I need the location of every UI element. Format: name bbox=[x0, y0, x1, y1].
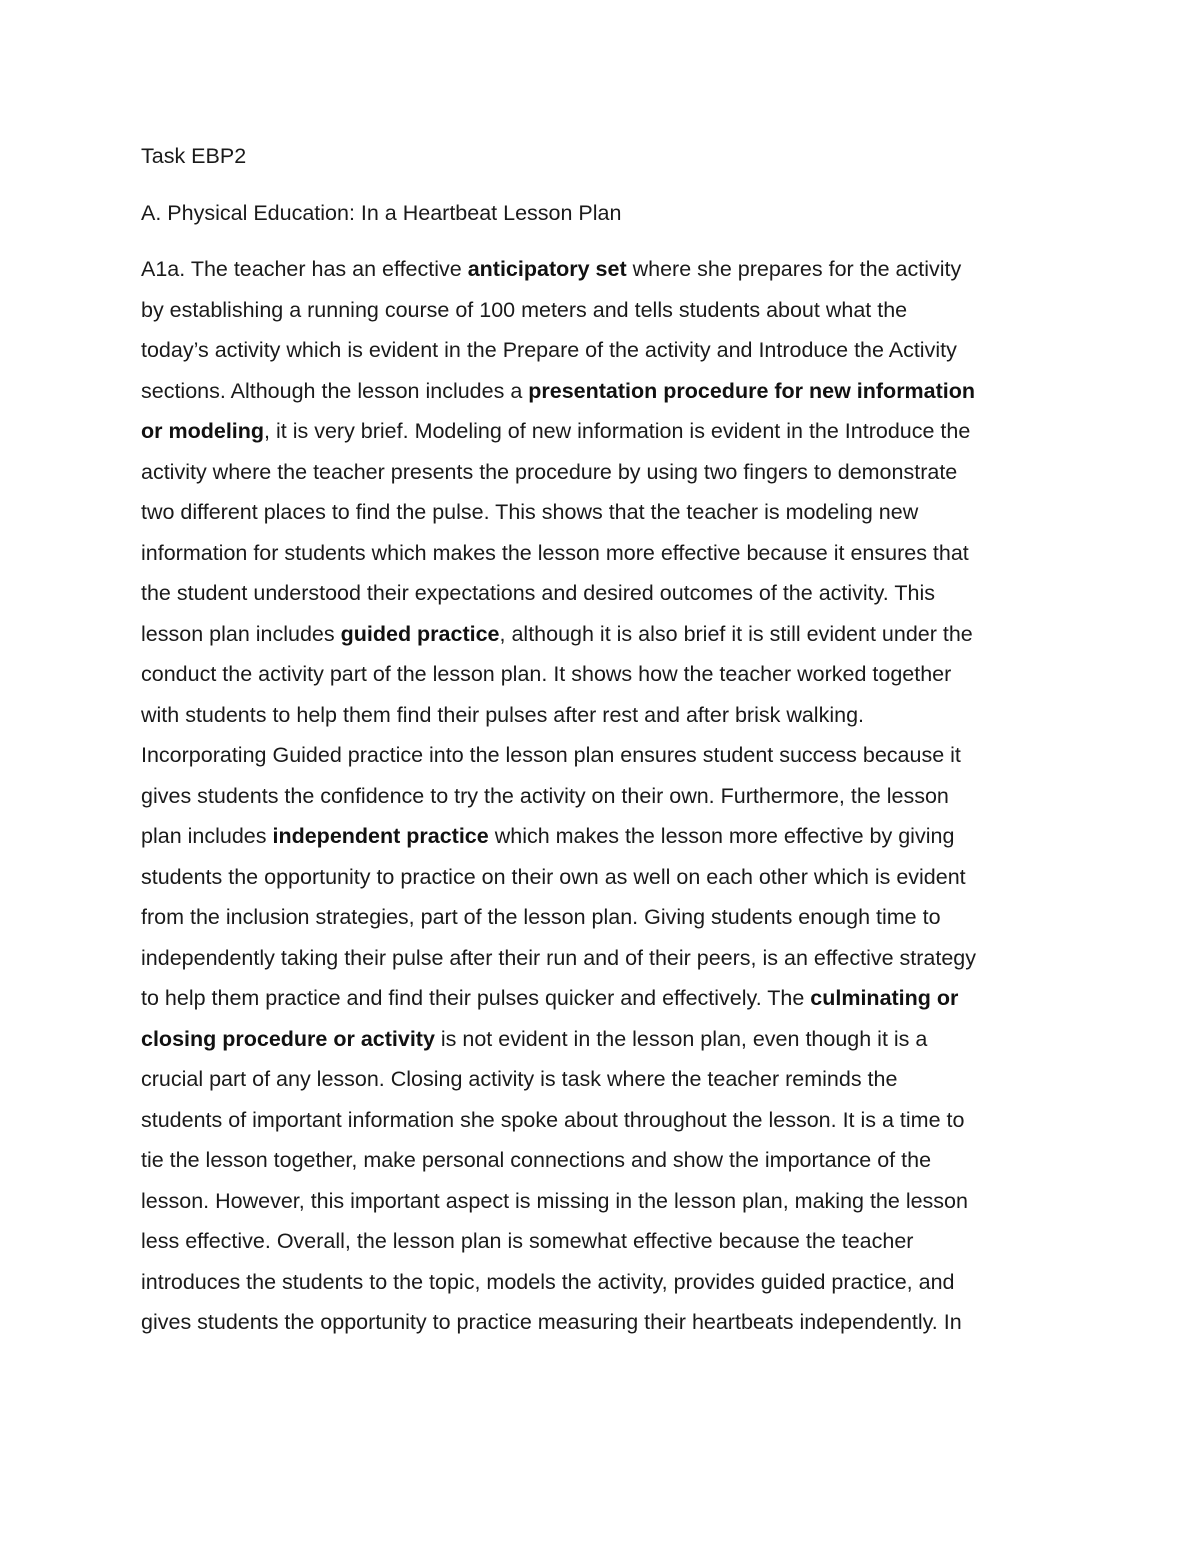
paragraph-line bbox=[141, 897, 1061, 938]
text-run: tie the lesson together, make personal connections and show the importance of the bbox=[141, 1148, 932, 1172]
text-run: information for students which makes the lesson more effective because it ensures that bbox=[141, 540, 969, 565]
paragraph-line bbox=[141, 776, 1061, 817]
text-run: to help them practice and find their pulses quicker and effectively. The bbox=[141, 986, 811, 1010]
paragraph-line bbox=[141, 1302, 1061, 1343]
text-run: activity where the teacher presents the procedure by using two fingers to demonstrate bbox=[141, 459, 958, 484]
text-run: students of important information she spoke about throughout the lesson. It is a time to bbox=[141, 1107, 965, 1132]
document-heading: Task EBP2 bbox=[141, 144, 247, 168]
text-run: conduct the activity part of the lesson plan. It shows how the teacher worked together bbox=[141, 662, 952, 686]
paragraph-line bbox=[141, 735, 1061, 776]
text-run: plan includes bbox=[141, 824, 273, 848]
text-run: from the inclusion strategies, part of the lesson plan. Giving students enough time to bbox=[141, 905, 941, 929]
paragraph-a1a bbox=[141, 249, 1061, 1343]
paragraph-line bbox=[141, 1059, 1061, 1100]
section-title: A. Physical Education: In a Heartbeat Lesson Plan bbox=[141, 200, 622, 225]
text-run: with students to help them find their pulses after rest and after brisk walking. bbox=[141, 702, 865, 727]
paragraph-line bbox=[141, 1019, 1061, 1060]
paragraph-line bbox=[141, 290, 1061, 331]
paragraph-line bbox=[141, 1100, 1061, 1141]
text-run: is not evident in the lesson plan, even though it is a bbox=[434, 1026, 928, 1051]
text-run: A1a. The teacher has an effective bbox=[141, 257, 468, 281]
bold-term: closing procedure or activity bbox=[141, 1026, 435, 1051]
paragraph-line bbox=[141, 411, 1061, 452]
paragraph-line bbox=[141, 695, 1061, 736]
text-run: crucial part of any lesson. Closing activity is task where the teacher reminds the bbox=[141, 1067, 898, 1091]
bold-term: presentation procedure for new information bbox=[528, 378, 976, 403]
paragraph-line bbox=[141, 452, 1061, 493]
paragraph-line bbox=[141, 533, 1061, 574]
paragraph-line bbox=[141, 371, 1061, 412]
bold-term: guided practice bbox=[340, 621, 500, 646]
bold-term: anticipatory set bbox=[467, 257, 627, 281]
bold-term: culminating or bbox=[810, 986, 959, 1010]
text-run: gives students the opportunity to practice measuring their heartbeats independently. In bbox=[141, 1310, 962, 1334]
text-run: less effective. Overall, the lesson plan is somewhat effective because the teacher bbox=[141, 1229, 914, 1253]
text-run: sections. Although the lesson includes a bbox=[141, 378, 529, 403]
bold-term: independent practice bbox=[272, 824, 489, 848]
spacer bbox=[141, 177, 1061, 193]
spacer bbox=[141, 233, 1061, 249]
text-run: where she prepares for the activity bbox=[626, 257, 962, 281]
bold-term: or modeling bbox=[141, 419, 265, 443]
paragraph-line bbox=[141, 1221, 1061, 1262]
text-run: , it is very brief. Modeling of new information is evident in the Introduce the bbox=[264, 419, 971, 443]
text-run: lesson plan includes bbox=[141, 621, 341, 646]
text-run: two different places to find the pulse. This shows that the teacher is modeling new bbox=[141, 500, 919, 524]
text-run: the student understood their expectations and desired outcomes of the activity. This bbox=[141, 581, 935, 605]
text-run: by establishing a running course of 100 meters and tells students about what the bbox=[141, 297, 908, 322]
text-run: independently taking their pulse after their run and of their peers, is an effective strategy bbox=[141, 945, 977, 970]
paragraph-line bbox=[141, 857, 1061, 898]
paragraph-line bbox=[141, 654, 1061, 695]
paragraph-line bbox=[141, 1140, 1061, 1181]
text-run: which makes the lesson more effective by giving bbox=[488, 824, 955, 848]
paragraph-line bbox=[141, 249, 1061, 290]
paragraph-line bbox=[141, 614, 1061, 655]
paragraph-line bbox=[141, 938, 1061, 979]
text-run: gives students the confidence to try the activity on their own. Furthermore, the lesson bbox=[141, 783, 949, 808]
text-run: Incorporating Guided practice into the lesson plan ensures student success because it bbox=[141, 743, 961, 767]
text-run: today’s activity which is evident in the Prepare of the activity and Introduce the Activity bbox=[141, 338, 957, 362]
paragraph-line bbox=[141, 330, 1061, 371]
text-run: , although it is also brief it is still evident under the bbox=[499, 621, 973, 646]
document-page bbox=[141, 136, 1061, 1343]
paragraph-line bbox=[141, 492, 1061, 533]
paragraph-line bbox=[141, 816, 1061, 857]
paragraph-line bbox=[141, 978, 1061, 1019]
paragraph-line bbox=[141, 1262, 1061, 1303]
text-run: lesson. However, this important aspect is missing in the lesson plan, making the lesson bbox=[141, 1188, 968, 1213]
text-run: students the opportunity to practice on their own as well on each other which is evident bbox=[141, 864, 966, 889]
text-run: introduces the students to the topic, models the activity, provides guided practice, and bbox=[141, 1269, 955, 1294]
paragraph-line bbox=[141, 573, 1061, 614]
paragraph-line bbox=[141, 1181, 1061, 1222]
